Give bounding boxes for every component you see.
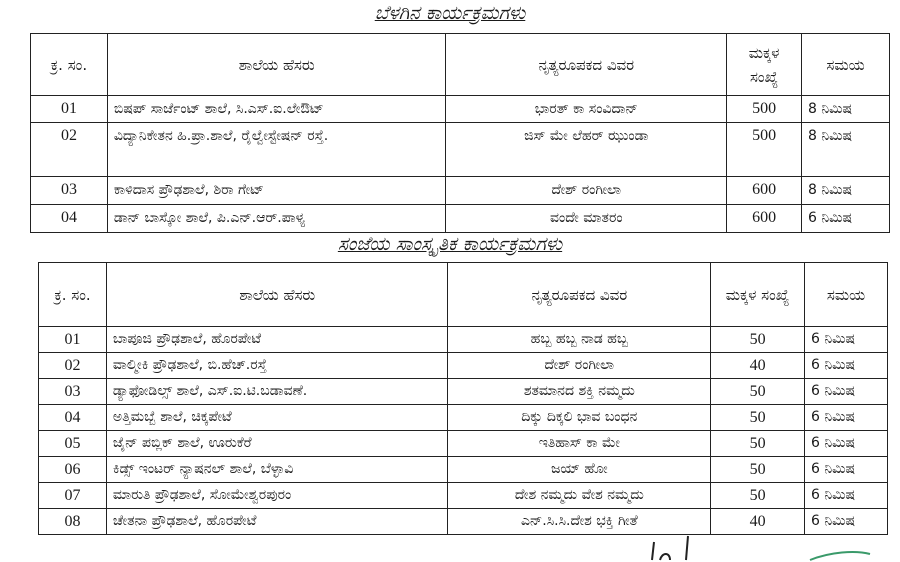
count-cell: 40 — [711, 353, 805, 379]
program-cell: ಶತಮಾನದ ಶಕ್ತಿ ನಮ್ಮದು — [448, 379, 711, 405]
school-cell: ಜೈನ್ ಪಬ್ಲಿಕ್ ಶಾಲೆ, ಊರುಕೆರೆ — [106, 431, 448, 457]
time-cell: 6 ನಿಮಿಷ — [805, 379, 888, 405]
table-row — [39, 327, 888, 353]
serial-cell: 08 — [39, 509, 107, 535]
table-row — [39, 379, 888, 405]
time-cell: 8 ನಿಮಿಷ — [802, 123, 890, 177]
school-cell: ಡ್ಯಾಫೋಡಿಲ್ಸ್ ಶಾಲೆ, ಎಸ್.ಐ.ಟಿ.ಬಡಾವಣೆ. — [106, 379, 448, 405]
morning-title: ಬೆಳಗಿನ ಕಾರ್ಯಕ್ರಮಗಳು — [374, 2, 526, 24]
serial-cell: 02 — [31, 123, 108, 177]
serial-cell: 07 — [39, 483, 107, 509]
serial-cell: 01 — [39, 327, 107, 353]
col-count: ಮಕ್ಕಳ ಸಂಖ್ಯೆ — [711, 263, 805, 327]
time-cell: 8 ನಿಮಿಷ — [802, 177, 890, 205]
header-row — [39, 263, 888, 327]
count-cell: 40 — [711, 509, 805, 535]
program-cell: ಎನ್.ಸಿ.ಸಿ.ದೇಶ ಭಕ್ತಿ ಗೀತೆ — [448, 509, 711, 535]
count-cell: 50 — [711, 327, 805, 353]
program-cell: ಹಬ್ಬ ಹಬ್ಬ ನಾಡ ಹಬ್ಬ — [448, 327, 711, 353]
program-cell: ದೇಶ್ ರಂಗೀಲಾ — [446, 177, 727, 205]
table-row — [39, 353, 888, 379]
col-time: ಸಮಯ — [802, 34, 890, 96]
header-row — [31, 34, 890, 96]
program-cell: ದೇಶ್ ರಂಗೀಲಾ — [448, 353, 711, 379]
time-cell: 6 ನಿಮಿಷ — [805, 353, 888, 379]
col-serial: ಕ್ರ. ಸಂ. — [39, 263, 107, 327]
count-cell: 50 — [711, 379, 805, 405]
time-cell: 6 ನಿಮಿಷ — [805, 457, 888, 483]
school-cell: ಡಾನ್ ಬಾಸ್ಕೋ ಶಾಲೆ, ಪಿ.ಎನ್.ಆರ್.ಪಾಳ್ಯ — [107, 205, 446, 233]
signature-mark — [640, 530, 900, 562]
program-cell: ಜಿಸ್ ಮೇ ಲೆಹರ್ ಝುಂಡಾ — [446, 123, 727, 177]
serial-cell: 03 — [31, 177, 108, 205]
school-cell: ಮಾರುತಿ ಪ್ರೌಢಶಾಲೆ, ಸೋಮೇಶ್ವರಪುರಂ — [106, 483, 448, 509]
school-cell: ಬಿಷಪ್ ಸಾರ್ಜೆಂಟ್ ಶಾಲೆ, ಸಿ.ಎಸ್.ಐ.ಲೇಔಟ್ — [107, 96, 446, 123]
col-school: ಶಾಲೆಯ ಹೆಸರು — [106, 263, 448, 327]
school-cell: ವಾಲ್ಮೀಕಿ ಪ್ರೌಢಶಾಲೆ, ಬಿ.ಹೆಚ್.ರಸ್ತೆ — [106, 353, 448, 379]
program-cell: ವಂದೇ ಮಾತರಂ — [446, 205, 727, 233]
school-cell: ಬಾಪೂಜಿ ಪ್ರೌಢಶಾಲೆ, ಹೊರಪೇಟೆ — [106, 327, 448, 353]
table-row — [39, 457, 888, 483]
time-cell: 6 ನಿಮಿಷ — [802, 205, 890, 233]
table-row — [39, 483, 888, 509]
time-cell: 6 ನಿಮಿಷ — [805, 509, 888, 535]
serial-cell: 01 — [31, 96, 108, 123]
program-cell: ದೇಶ ನಮ್ಮದು ವೇಶ ನಮ್ಮದು — [448, 483, 711, 509]
program-cell: ಭಾರತ್ ಕಾ ಸಂವಿದಾನ್ — [446, 96, 727, 123]
serial-cell: 06 — [39, 457, 107, 483]
table-row — [39, 405, 888, 431]
count-cell: 500 — [727, 96, 802, 123]
evening-programs-table — [38, 262, 888, 535]
col-program: ನೃತ್ಯರೂಪಕದ ವಿವರ — [448, 263, 711, 327]
table-row — [31, 123, 890, 177]
col-program: ನೃತ್ಯರೂಪಕದ ವಿವರ — [446, 34, 727, 96]
program-cell: ಜಯ್ ಹೋ — [448, 457, 711, 483]
count-cell: 50 — [711, 431, 805, 457]
school-cell: ಕಿಡ್ಸ್ ಇಂಟರ್ ನ್ಯಾಷನಲ್ ಶಾಲೆ, ಬೆಳ್ಳಾವಿ — [106, 457, 448, 483]
time-cell: 6 ನಿಮಿಷ — [805, 405, 888, 431]
serial-cell: 03 — [39, 379, 107, 405]
col-time: ಸಮಯ — [805, 263, 888, 327]
count-cell: 600 — [727, 177, 802, 205]
count-cell: 50 — [711, 457, 805, 483]
school-cell: ಕಾಳಿದಾಸ ಪ್ರೌಢಶಾಲೆ, ಶಿರಾ ಗೇಟ್ — [107, 177, 446, 205]
col-serial: ಕ್ರ. ಸಂ. — [31, 34, 108, 96]
time-cell: 8 ನಿಮಿಷ — [802, 96, 890, 123]
program-cell: ದಿಕ್ಕು ದಿಕ್ಕಲಿ ಭಾವ ಬಂಧನ — [448, 405, 711, 431]
school-cell: ಅತ್ತಿಮಬ್ಬೆ ಶಾಲೆ, ಚಿಕ್ಕಪೇಟೆ — [106, 405, 448, 431]
col-count: ಮಕ್ಕಳ ಸಂಖ್ಯೆ — [727, 34, 802, 96]
count-cell: 600 — [727, 205, 802, 233]
count-cell: 50 — [711, 483, 805, 509]
school-cell: ಚೇತನಾ ಪ್ರೌಢಶಾಲೆ, ಹೊರಪೇಟೆ — [106, 509, 448, 535]
table-row — [31, 96, 890, 123]
evening-title: ಸಂಜೆಯ ಸಾಂಸ್ಕೃತಿಕ ಕಾರ್ಯಕ್ರಮಗಳು — [337, 233, 563, 255]
count-cell: 50 — [711, 405, 805, 431]
time-cell: 6 ನಿಮಿಷ — [805, 431, 888, 457]
serial-cell: 04 — [31, 205, 108, 233]
time-cell: 6 ನಿಮಿಷ — [805, 483, 888, 509]
serial-cell: 04 — [39, 405, 107, 431]
col-school: ಶಾಲೆಯ ಹೆಸರು — [107, 34, 446, 96]
serial-cell: 02 — [39, 353, 107, 379]
table-row — [31, 205, 890, 233]
table-row — [31, 177, 890, 205]
table-row — [39, 431, 888, 457]
time-cell: 6 ನಿಮಿಷ — [805, 327, 888, 353]
school-cell: ವಿದ್ಯಾನಿಕೇತನ ಹಿ.ಪ್ರಾ.ಶಾಲೆ, ರೈಲ್ವೇಸ್ಟೇಷನ್ ರಸ್ತೆ. — [107, 123, 446, 177]
count-cell: 500 — [727, 123, 802, 177]
serial-cell: 05 — [39, 431, 107, 457]
morning-programs-table — [30, 33, 890, 233]
program-cell: ಇತಿಹಾಸ್ ಕಾ ಮೇ — [448, 431, 711, 457]
